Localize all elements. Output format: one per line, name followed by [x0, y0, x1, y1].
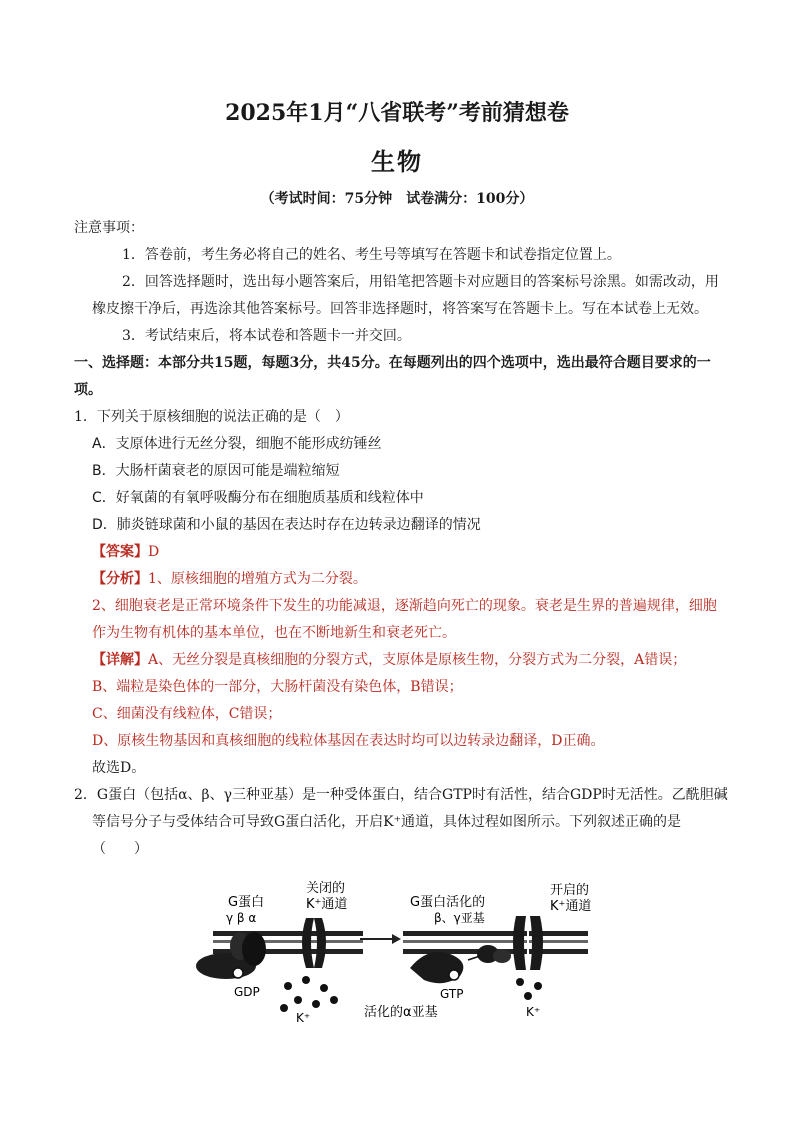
- notice-heading: 注意事项：: [74, 220, 144, 236]
- subject-title: 生物: [371, 147, 423, 176]
- analysis-point-2-line-2: 作为生物有机体的基本单位，也在不断地新生和衰老死亡。: [92, 625, 456, 641]
- q2-stem-line-3: （ ）: [92, 841, 148, 857]
- q1-answer: [92, 542, 159, 562]
- answer-label: 【答案】: [92, 544, 148, 560]
- process-arrow: [360, 934, 401, 944]
- q1-detail: [92, 650, 686, 670]
- detail-label: 【详解】: [92, 652, 148, 668]
- q1-option-d: D．肺炎链球菌和小鼠的基因在表达时存在边转录边翻译的情况: [92, 517, 481, 533]
- k-ions-left: [280, 976, 338, 1012]
- label-k-ion-left: K⁺: [296, 1011, 311, 1025]
- section-heading-line-1: 一、选择题：本部分共15题，每题3分，共45分。在每题列出的四个选项中，选出最符合题目要求的一: [74, 355, 711, 371]
- label-activated-g-1: G蛋白活化的: [410, 895, 486, 910]
- q1-option-c: C．好氧菌的有氧呼吸酶分布在细胞质基质和线粒体中: [92, 490, 424, 506]
- q1-option-a: A．支原体进行无丝分裂，细胞不能形成纺锤丝: [92, 436, 382, 452]
- label-k-ion-right: K⁺: [526, 1005, 541, 1019]
- analysis-label: 【分析】: [92, 571, 148, 587]
- detail-c: C、细菌没有线粒体，C错误；: [92, 706, 282, 722]
- label-g-protein: G蛋白: [228, 895, 265, 910]
- q1-stem: 1．下列关于原核细胞的说法正确的是（ ）: [74, 409, 349, 425]
- label-activated-alpha: 活化的α亚基: [364, 1005, 438, 1020]
- g-protein-inactive-icon: [196, 932, 266, 979]
- label-gtp: GTP: [440, 987, 464, 1001]
- label-open-channel-2: K⁺通道: [550, 899, 592, 914]
- q1-analysis: [92, 569, 367, 589]
- exam-title: 2025年1月“八省联考”考前猜想卷: [225, 100, 569, 126]
- open-k-channel-icon: [513, 916, 543, 970]
- activated-alpha-subunit-icon: [410, 952, 463, 983]
- q1-conclusion: 故选D。: [92, 760, 146, 776]
- label-gdp: GDP: [234, 985, 260, 999]
- label-closed-channel-1: 关闭的: [306, 881, 346, 896]
- label-open-channel-1: 开启的: [550, 883, 590, 898]
- notice-item-3: 3．考试结束后，将本试卷和答题卡一并交回。: [122, 328, 411, 344]
- label-subunits: γ β α: [226, 911, 257, 925]
- label-closed-channel-2: K⁺通道: [306, 897, 348, 912]
- q2-stem-line-1: 2．G蛋白（包括α、β、γ三种亚基）是一种受体蛋白，结合GTP时有活性，结合GDP时无活性。乙酰胆碱: [74, 787, 728, 803]
- q1-option-b: B．大肠杆菌衰老的原因可能是端粒缩短: [92, 463, 340, 479]
- analysis-point-1: 1、原核细胞的增殖方式为二分裂。: [148, 571, 367, 587]
- answer-value: D: [148, 544, 160, 560]
- analysis-point-2-line-1: 2、细胞衰老是正常环境条件下发生的功能减退，逐渐趋向死亡的现象。衰老是生界的普遍规律，细胞: [92, 598, 717, 614]
- notice-item-2-line-1: 2．回答选择题时，选出每小题答案后，用铅笔把答题卡对应题目的答案标号涂黑。如需改动，用: [122, 274, 719, 290]
- exam-info: （考试时间：75分钟 试卷满分：100分）: [260, 191, 534, 207]
- detail-d: D、原核生物基因和真核细胞的线粒体基因在表达时均可以边转录边翻译，D正确。: [92, 733, 605, 749]
- label-activated-g-2: β、γ亚基: [434, 911, 485, 925]
- section-heading-line-2: 项。: [74, 382, 102, 398]
- notice-item-1: 1．答卷前，考生务必将自己的姓名、考生号等填写在答题卡和试卷指定位置上。: [122, 247, 621, 263]
- detail-b: B、端粒是染色体的一部分，大肠杆菌没有染色体，B错误；: [92, 679, 463, 695]
- g-protein-figure: [188, 876, 608, 1026]
- detail-a: A、无丝分裂是真核细胞的分裂方式，支原体是原核生物，分裂方式为二分裂，A错误；: [148, 652, 687, 668]
- notice-item-2-line-2: 橡皮擦干净后，再选涂其他答案标号。回答非选择题时，将答案写在答题卡上。写在本试卷上无效。: [92, 301, 708, 317]
- q2-stem-line-2: 等信号分子与受体结合可导致G蛋白活化，开启K⁺通道，具体过程如图所示。下列叙述正确的是: [92, 814, 682, 830]
- k-ions-right: [516, 978, 542, 1000]
